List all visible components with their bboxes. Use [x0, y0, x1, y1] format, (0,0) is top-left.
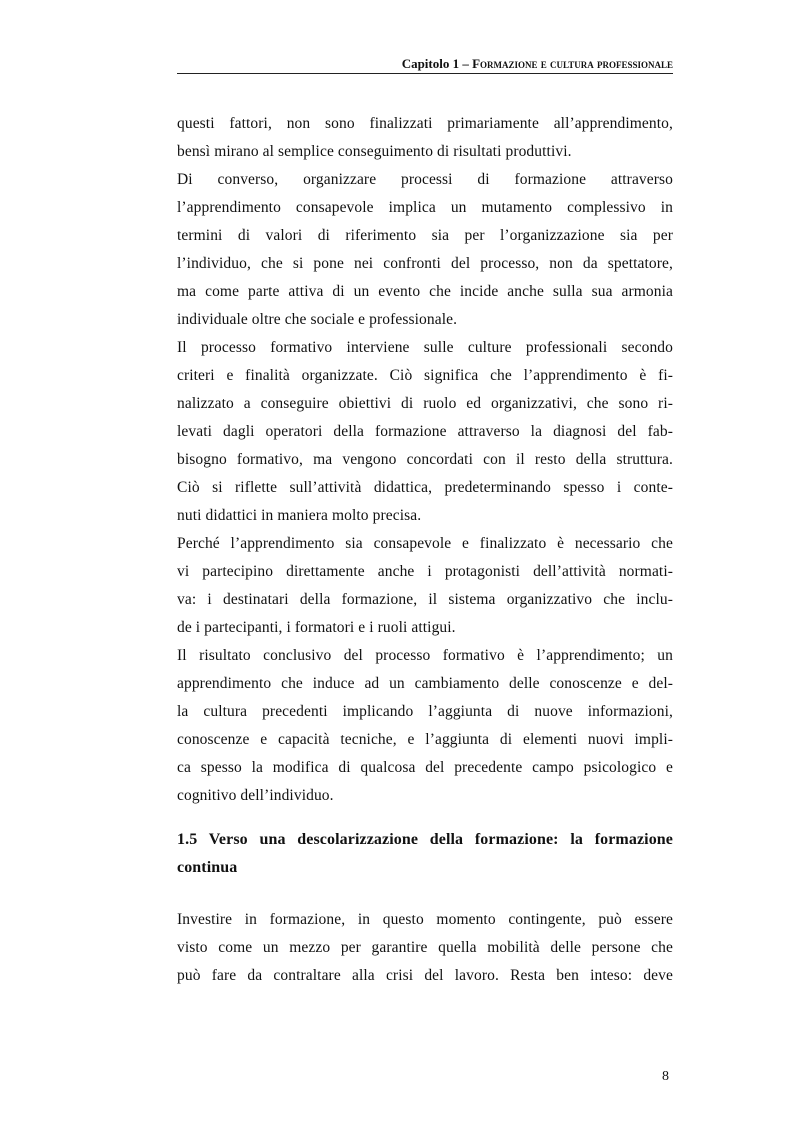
text-line: Perché l’apprendimento sia consapevole e finalizzato è necessario che — [177, 535, 673, 552]
text-line: Il risultato conclusivo del processo formativo è l’apprendimento; un — [177, 647, 673, 664]
section-body-text — [177, 906, 673, 990]
text-line: vi partecipino direttamente anche i protagonisti dell’attività normati- — [177, 563, 673, 580]
header-title: Formazione e cultura professionale — [472, 56, 673, 71]
text-line: ma come parte attiva di un evento che incide anche sulla sua armonia — [177, 283, 673, 300]
text-line: conoscenze e capacità tecniche, e l’aggiunta di elementi nuovi impli- — [177, 731, 673, 748]
text-line: Il processo formativo interviene sulle culture professionali secondo — [177, 339, 673, 356]
text-line: Di converso, organizzare processi di formazione attraverso — [177, 171, 673, 188]
text-line: individuale oltre che sociale e professionale. — [177, 311, 458, 328]
text-line: l’individuo, che si pone nei confronti del processo, non da spettatore, — [177, 255, 673, 272]
section-heading — [177, 826, 673, 882]
text-line: levati dagli operatori della formazione attraverso la diagnosi del fab- — [177, 423, 673, 440]
header-rule — [177, 73, 673, 74]
body-text — [177, 110, 673, 810]
text-line: bisogno formativo, ma vengono concordati con il resto della struttura. — [177, 451, 673, 468]
section-heading-line: continua — [177, 859, 238, 876]
header-chapter: Capitolo 1 – — [401, 56, 469, 71]
text-line: Ciò si riflette sull’attività didattica, predeterminando spesso i conte- — [177, 479, 673, 496]
text-line: può fare da contraltare alla crisi del lavoro. Resta ben inteso: deve — [177, 967, 673, 984]
text-line: ca spesso la modifica di qualcosa del precedente campo psicologico e — [177, 759, 673, 776]
section-heading-line: 1.5 Verso una descolarizzazione della formazione: la formazione — [177, 831, 673, 848]
text-line: la cultura precedenti implicando l’aggiunta di nuove informazioni, — [177, 703, 673, 720]
text-line: nalizzato a conseguire obiettivi di ruolo ed organizzativi, che sono ri- — [177, 395, 673, 412]
text-line: apprendimento che induce ad un cambiamento delle conoscenze e del- — [177, 675, 673, 692]
page-number: 8 — [662, 1069, 669, 1084]
text-line: questi fattori, non sono finalizzati primariamente all’apprendimento, — [177, 115, 673, 132]
text-line: Investire in formazione, in questo momento contingente, può essere — [177, 911, 673, 928]
text-line: termini di valori di riferimento sia per l’organizzazione sia per — [177, 227, 673, 244]
text-line: visto come un mezzo per garantire quella mobilità delle persone che — [177, 939, 673, 956]
text-line: bensì mirano al semplice conseguimento di risultati produttivi. — [177, 143, 572, 160]
text-line: criteri e finalità organizzate. Ciò significa che l’apprendimento è fi- — [177, 367, 673, 384]
text-line: cognitivo dell’individuo. — [177, 787, 334, 804]
text-line: l’apprendimento consapevole implica un mutamento complessivo in — [177, 199, 673, 216]
text-line: de i partecipanti, i formatori e i ruoli attigui. — [177, 619, 456, 636]
text-line: nuti didattici in maniera molto precisa. — [177, 507, 422, 524]
running-header — [177, 56, 673, 72]
text-line: va: i destinatari della formazione, il sistema organizzativo che inclu- — [177, 591, 673, 608]
